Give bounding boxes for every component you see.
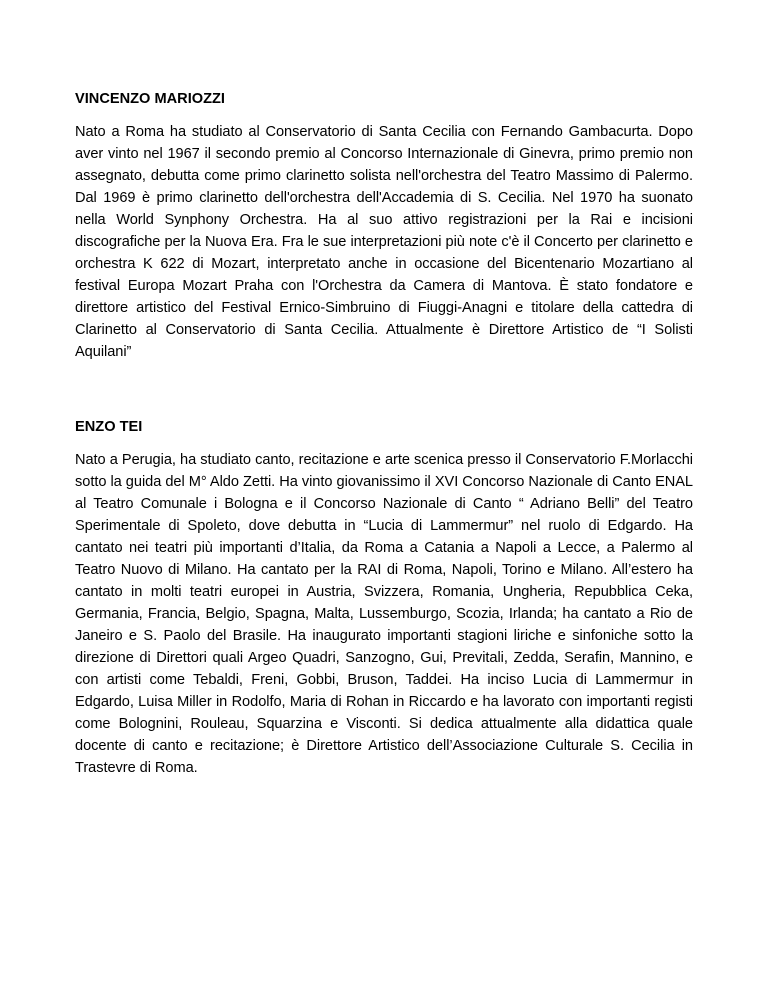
section-title: ENZO TEI [75,419,143,435]
section-body: Nato a Perugia, ha studiato canto, recitazione e arte scenica presso il Conservatorio F.Morlacchi sotto la guida del M° Aldo Zetti. Ha vinto giovanissimo il XVI Concorso Nazionale di Canto ENAL al Teatro Comunale i Bologna e il Concorso Nazionale di Canto “ Adriano Belli” del Teatro Sperimentale di Spoleto, dove debutta in “Lucia di Lammermur” nel ruolo di Edgardo. Ha cantato nei teatri più importanti d’Italia, da Roma a Catania a Napoli a Lecce, a Palermo al Teatro Nuovo di Milano. Ha cantato per la RAI di Roma, Napoli, Torino e Milano. All’estero ha cantato in molti teatri europei in Austria, Svizzera, Romania, Ungheria, Repubblica Ceka, Germania, Francia, Belgio, Spagna, Malta, Lussemburgo, Scozia, Irlanda; ha cantato a Rio de Janeiro e S. Paolo del Brasile. Ha inaugurato importanti stagioni liriche e sinfoniche sotto la direzione di Direttori quali Argeo Quadri, Sanzogno, Gui, Previtali, Zedda, Serafin, Mannino, e con artisti come Tebaldi, Freni, Gobbi, Bruson, Taddei. Ha inciso Lucia di Lammermur in Edgardo, Luisa Miller in Rodolfo, Maria di Rohan in Riccardo e ha lavorato con importanti registi come Bolognini, Rouleau, Squarzina e Visconti. Si dedica attualmente alla didattica quale docente di canto e recitazione; è Direttore Artistico dell’Associazione Culturale S. Cecilia in Trastevre di Roma. [75,452,693,776]
document-page [75,88,693,779]
bio-section-tei [75,416,693,779]
bio-section-mariozzi [75,88,693,363]
section-body: Nato a Roma ha studiato al Conservatorio di Santa Cecilia con Fernando Gambacurta. Dopo aver vinto nel 1967 il secondo premio al Concorso Internazionale di Ginevra, primo premio non assegnato, debutta come primo clarinetto solista nell'orchestra del Teatro Massimo di Palermo. Dal 1969 è primo clarinetto dell'orchestra dell'Accademia di S. Cecilia. Nel 1970 ha suonato nella World Synphony Orchestra. Ha al suo attivo registrazioni per la Rai e incisioni discografiche per la Nuova Era. Fra le sue interpretazioni più note c'è il Concerto per clarinetto e orchestra K 622 di Mozart, interpretato anche in occasione del Bicentenario Mozartiano al festival Europa Mozart Praha con l'Orchestra da Camera di Mantova. È stato fondatore e direttore artistico del Festival Ernico-Simbruino di Fiuggi-Anagni e titolare della cattedra di Clarinetto al Conservatorio di Santa Cecilia. Attualmente è Direttore Artistico de “I Solisti Aquilani” [75,124,693,360]
section-spacer [75,363,693,416]
section-title: VINCENZO MARIOZZI [75,91,225,107]
